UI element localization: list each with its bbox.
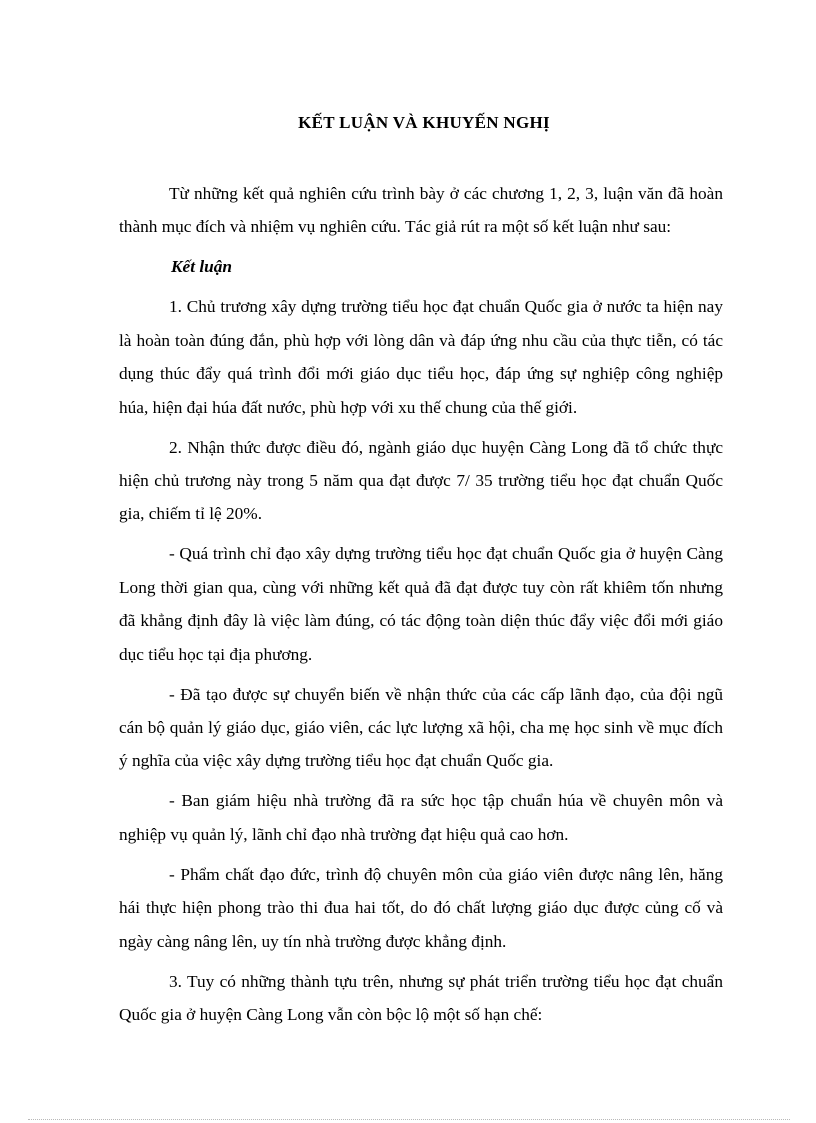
page-title: KẾT LUẬN VÀ KHUYẾN NGHỊ [298, 113, 550, 132]
paragraph-4: - Đã tạo được sự chuyển biến về nhận thức của các cấp lãnh đạo, của đội ngũ cán bộ quản lý giáo dục, giáo viên, các lực lượng xã hội, cha mẹ học sinh về mục đích ý nghĩa của việc xây dựng trường tiểu học đạt chuẩn Quốc gia. [119, 684, 723, 771]
section-subheading: Kết luận [171, 257, 232, 277]
paragraph-5: - Ban giám hiệu nhà trường đã ra sức học tập chuẩn húa về chuyên môn và nghiệp vụ quản lý, lãnh chỉ đạo nhà trường đạt hiệu quả cao hơn. [119, 791, 723, 844]
intro-paragraph: Từ những kết quả nghiên cứu trình bày ở các chương 1, 2, 3, luận văn đã hoàn thành mục đích và nhiệm vụ nghiên cứu. Tác giả rút ra một số kết luận như sau: [119, 184, 723, 237]
page-bottom-divider [28, 1119, 790, 1120]
document-body [119, 177, 723, 1038]
paragraph-6: - Phẩm chất đạo đức, trình độ chuyên môn của giáo viên được nâng lên, hăng hái thực hiện phong trào thi đua hai tốt, do đó chất lượng giáo dục được củng cố và ngày càng nâng lên, uy tín nhà trường được khẳng định. [119, 864, 723, 951]
paragraph-2: 2. Nhận thức được điều đó, ngành giáo dục huyện Càng Long đã tổ chức thực hiện chủ trương này trong 5 năm qua đạt được 7/ 35 trường tiểu học đạt chuẩn Quốc gia, chiếm tỉ lệ 20%. [119, 437, 723, 524]
paragraph-7: 3. Tuy có những thành tựu trên, nhưng sự phát triển trường tiểu học đạt chuẩn Quốc gia ở huyện Càng Long vẫn còn bộc lộ một số hạn chế: [119, 971, 723, 1025]
paragraph-1: 1. Chủ trương xây dựng trường tiểu học đạt chuẩn Quốc gia ở nước ta hiện nay là hoàn toàn đúng đắn, phù hợp với lòng dân và đáp ứng nhu cầu của thực tiễn, có tác dụng thúc đẩy quá trình đổi mới giáo dục tiểu học, đáp ứng sự nghiệp công nghiệp húa, hiện đại húa đất nước, phù hợp với xu thế chung của thế giới. [119, 297, 723, 417]
paragraph-3: - Quá trình chỉ đạo xây dựng trường tiểu học đạt chuẩn Quốc gia ở huyện Càng Long thời gian qua, cùng với những kết quả đã đạt được tuy còn rất khiêm tốn nhưng đã khẳng định đây là việc làm đúng, có tác động toàn diện thúc đẩy việc đổi mới giáo dục tiểu học tại địa phương. [119, 544, 723, 664]
